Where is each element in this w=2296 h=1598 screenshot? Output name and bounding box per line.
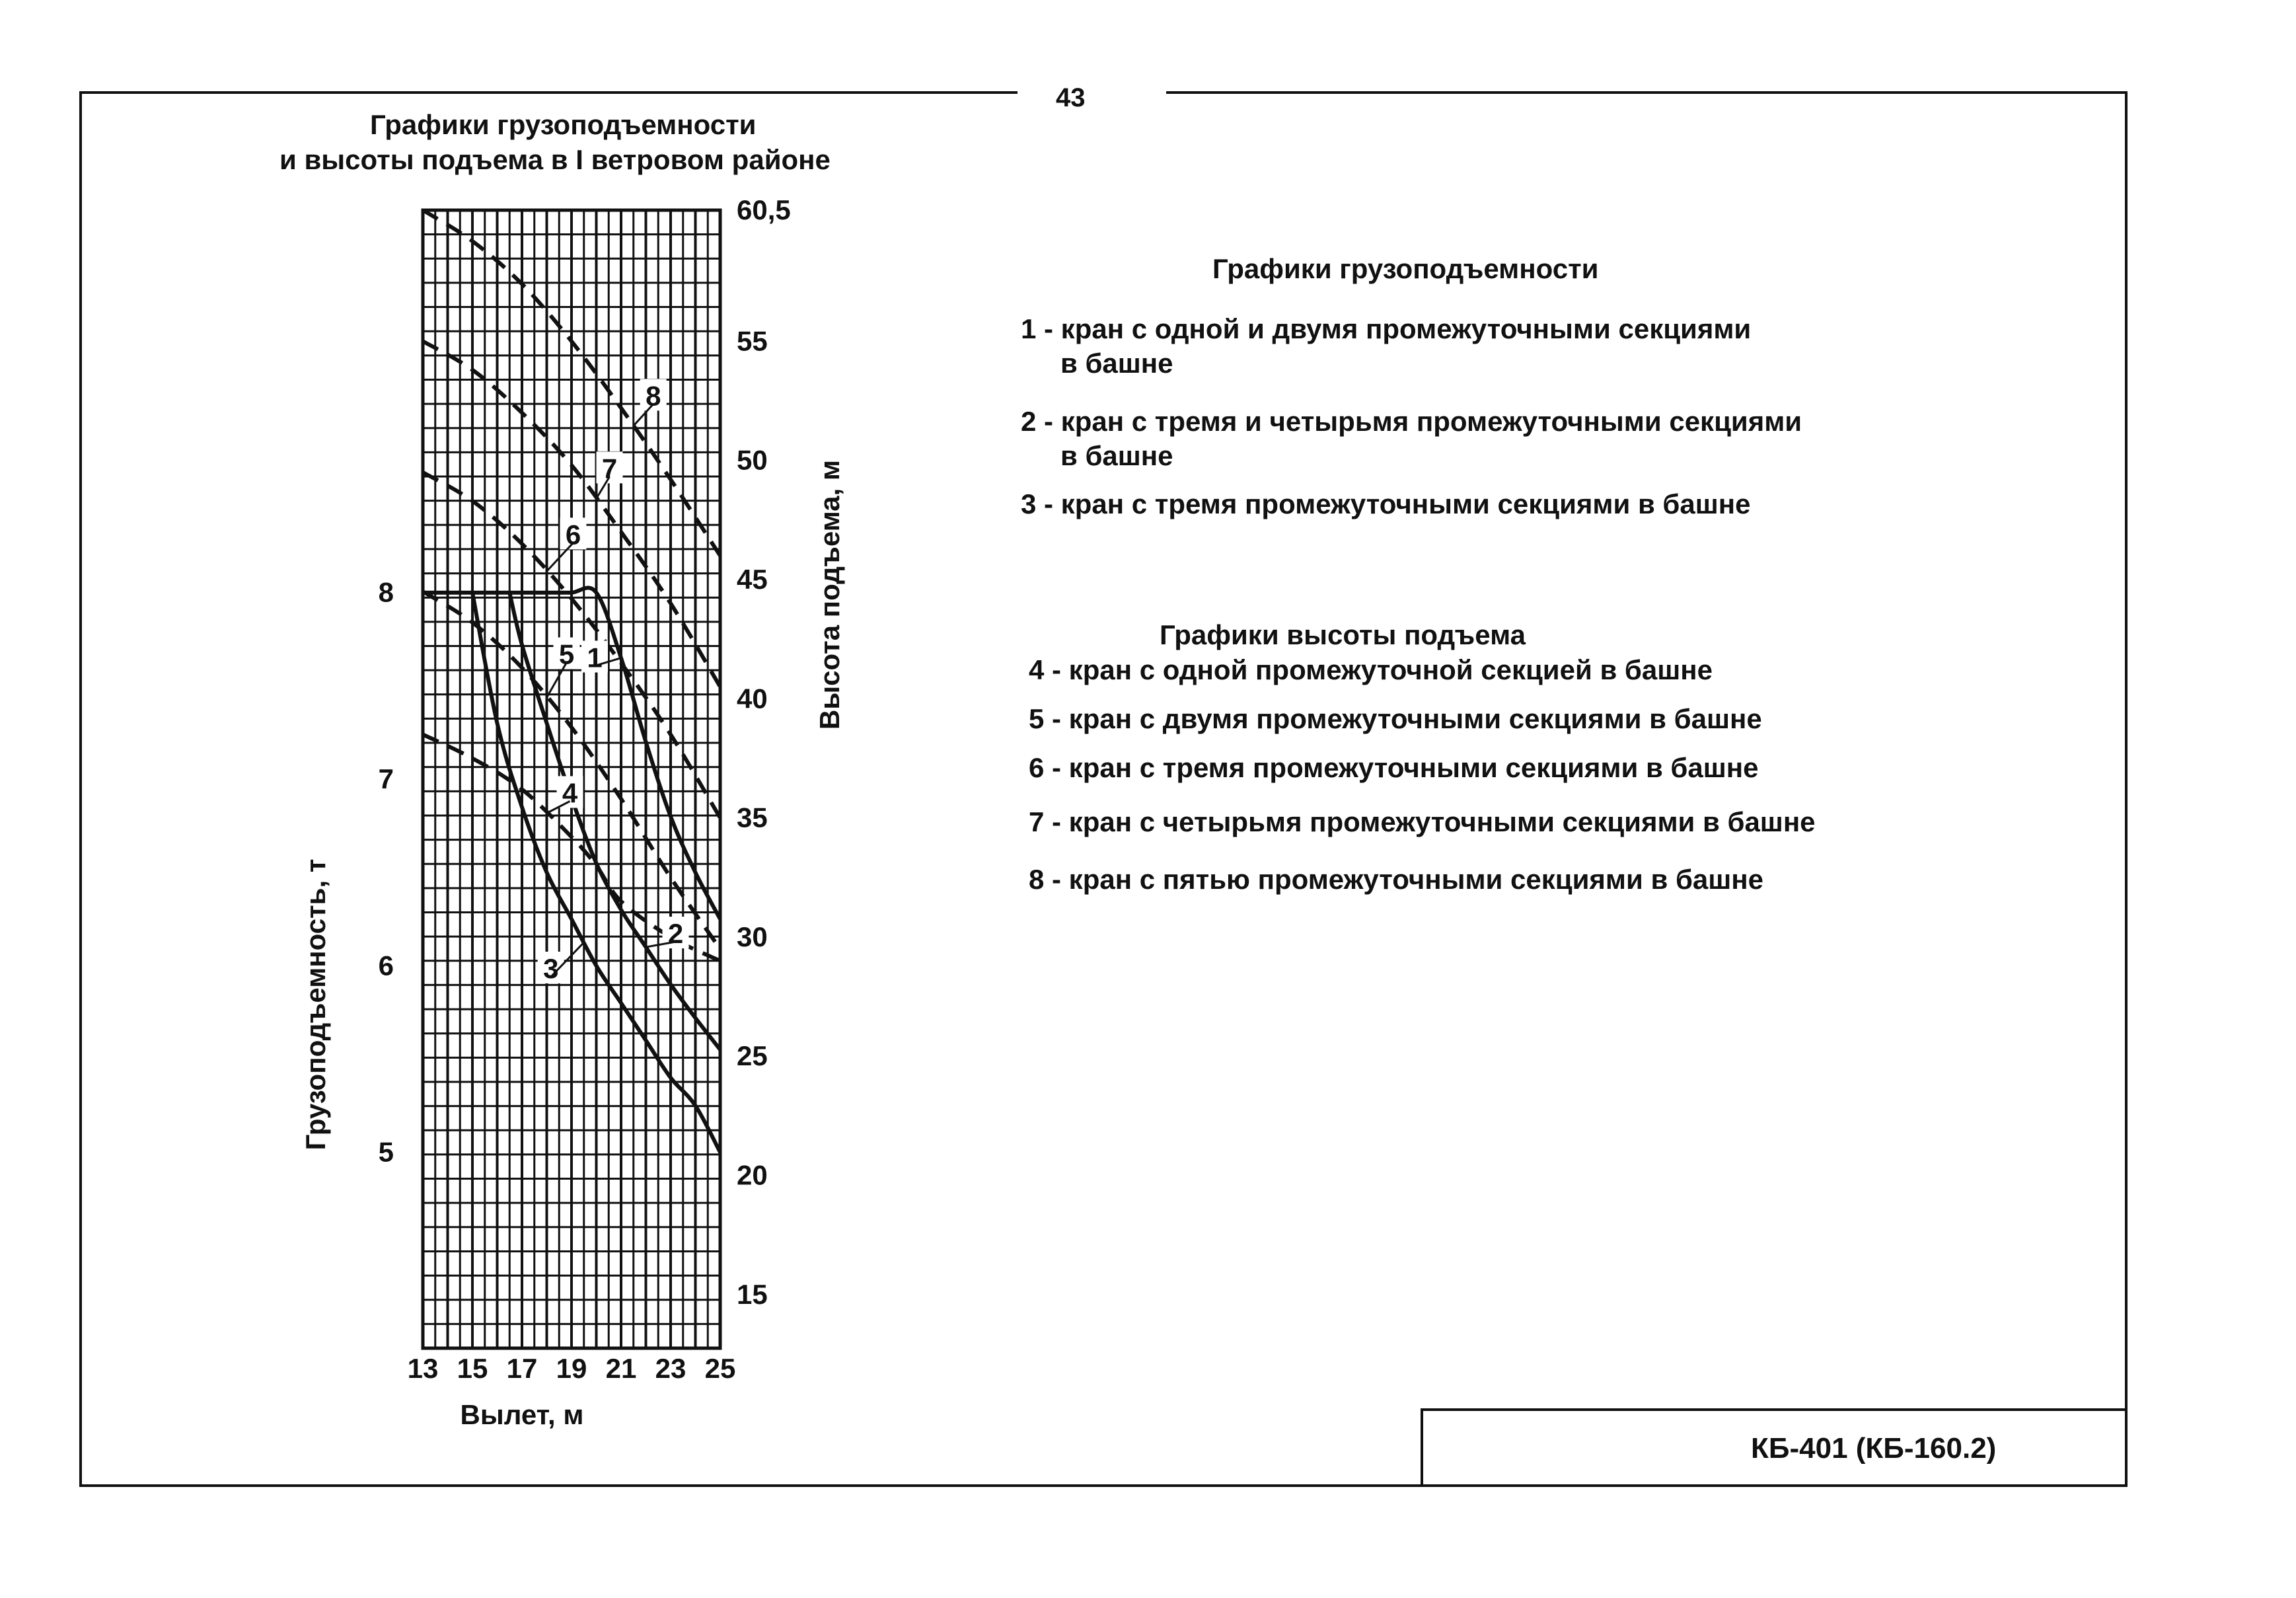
legend-height-item: 8 - кран с пятью промежуточными секциями в башне [1029, 864, 1763, 895]
legend-height-item: 4 - кран с одной промежуточной секцией в башне [1029, 654, 1713, 685]
legend-height-item: 7 - кран с четырьмя промежуточными секциями в башне [1029, 806, 1816, 837]
legend-height-item: 5 - кран с двумя промежуточными секциями в башне [1029, 703, 1762, 734]
y-left-tick-label: 6 [378, 950, 394, 981]
page-number: 43 [1056, 83, 1086, 112]
legend-capacity-item-1-line2: в башне [1060, 348, 1173, 379]
series-label-5: 5 [558, 638, 575, 670]
y-right-tick-label: 15 [737, 1278, 768, 1310]
series-label-2: 2 [667, 918, 684, 950]
y-right-tick-label: 55 [737, 325, 768, 357]
y-right-tick-label: 60,5 [737, 194, 791, 225]
x-tick-label: 21 [605, 1353, 637, 1384]
legend-capacity-item [1021, 404, 1802, 473]
legend-capacity-heading: Графики грузоподъемности [1212, 253, 1599, 284]
legend-height-heading: Графики высоты подъема [1160, 619, 1526, 650]
series-label-4: 4 [562, 777, 578, 809]
y-left-tick-label: 7 [378, 763, 394, 794]
chart-title-line-2: и высоты подъема в I ветровом районе [279, 144, 831, 175]
y-right-tick-label: 20 [737, 1159, 768, 1191]
legend-capacity-item-2-line1: 2 - кран с тремя и четырьмя промежуточными секциями [1021, 406, 1802, 437]
x-tick-label: 25 [704, 1353, 736, 1384]
y-right-tick-label: 25 [737, 1040, 768, 1072]
series-label-7: 7 [601, 453, 618, 484]
legend-capacity-item [1021, 487, 1750, 521]
y-axis-right-label: Высота подъема, м [814, 459, 845, 730]
x-tick-label: 23 [655, 1353, 686, 1384]
y-left-tick-label: 8 [378, 576, 394, 608]
legend-capacity-item-3-line1: 3 - кран с тремя промежуточными секциями в башне [1021, 488, 1751, 519]
x-tick-label: 15 [457, 1353, 488, 1384]
y-right-tick-label: 35 [737, 802, 768, 833]
legend-capacity-item-2-line2: в башне [1060, 440, 1173, 471]
series-label-3: 3 [543, 953, 559, 985]
chart-title-line-1: Графики грузоподъемности [370, 109, 757, 140]
y-axis-left-label: Грузоподъемность, т [300, 858, 331, 1151]
x-axis-label: Вылет, м [460, 1399, 584, 1430]
series-label-6: 6 [565, 519, 581, 551]
x-tick-label: 17 [506, 1353, 538, 1384]
document-code: КБ-401 (КБ-160.2) [1751, 1432, 1997, 1465]
legend-height-item: 6 - кран с тремя промежуточными секциями в башне [1029, 752, 1759, 783]
x-tick-label: 19 [556, 1353, 587, 1384]
y-right-tick-label: 30 [737, 921, 768, 952]
x-tick-label: 13 [407, 1353, 439, 1384]
legend-capacity-item [1021, 312, 1751, 381]
legend-capacity-item-1-line1: 1 - кран с одной и двумя промежуточными секциями [1021, 313, 1752, 344]
series-label-8: 8 [646, 380, 661, 412]
y-left-tick-label: 5 [378, 1136, 394, 1168]
series-label-1: 1 [587, 642, 603, 673]
y-right-tick-label: 50 [737, 444, 768, 476]
y-right-tick-label: 45 [737, 563, 768, 595]
y-right-tick-label: 40 [737, 683, 768, 714]
